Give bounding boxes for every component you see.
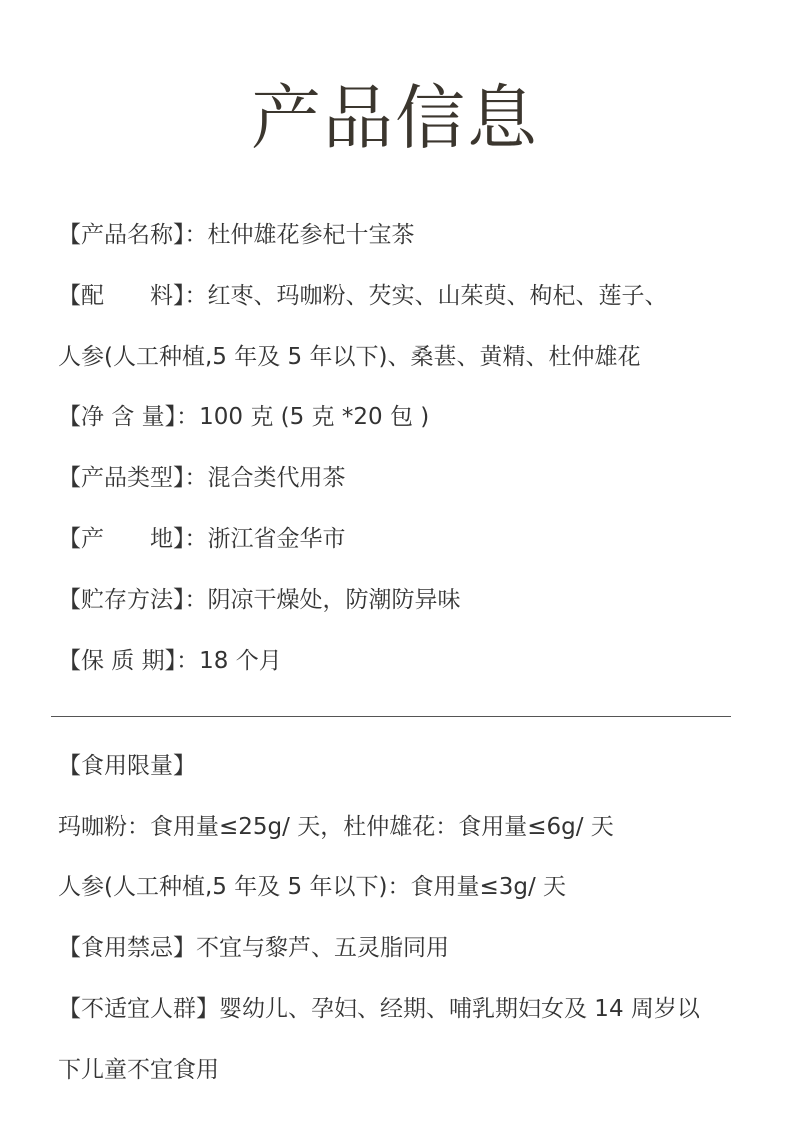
dosage-limit-heading: 【食用限量】 <box>58 753 196 779</box>
unsuitable-groups-continued: 下儿童不宜食用 <box>58 1057 219 1083</box>
storage: 【贮存方法】：阴凉干燥处，防潮防异味 <box>58 587 461 613</box>
page-title: 产品信息 <box>251 77 539 159</box>
origin: 【产 地】：浙江省金华市 <box>58 526 346 552</box>
unsuitable-groups: 【不适宜人群】婴幼儿、孕妇、经期、哺乳期妇女及 14 周岁以 <box>58 996 700 1022</box>
dosage-limit-line-1: 玛咖粉：食用量≤25g/ 天，杜仲雄花：食用量≤6g/ 天 <box>58 814 614 840</box>
dosage-limit-line-2: 人参(人工种植,5 年及 5 年以下)：食用量≤3g/ 天 <box>58 874 567 900</box>
ingredients: 【配 料】：红枣、玛咖粉、芡实、山茱萸、枸杞、莲子、 <box>58 283 668 309</box>
divider <box>51 716 731 717</box>
product-name: 【产品名称】：杜仲雄花参杞十宝茶 <box>58 222 415 248</box>
ingredients-continued: 人参(人工种植,5 年及 5 年以下)、桑葚、黄精、杜仲雄花 <box>58 344 641 370</box>
product-type: 【产品类型】：混合类代用茶 <box>58 465 346 491</box>
shelf-life: 【保 质 期】：18 个月 <box>58 648 282 674</box>
contraindications: 【食用禁忌】不宜与黎芦、五灵脂同用 <box>58 935 449 961</box>
net-content: 【净 含 量】：100 克 (5 克 *20 包 ) <box>58 404 430 430</box>
